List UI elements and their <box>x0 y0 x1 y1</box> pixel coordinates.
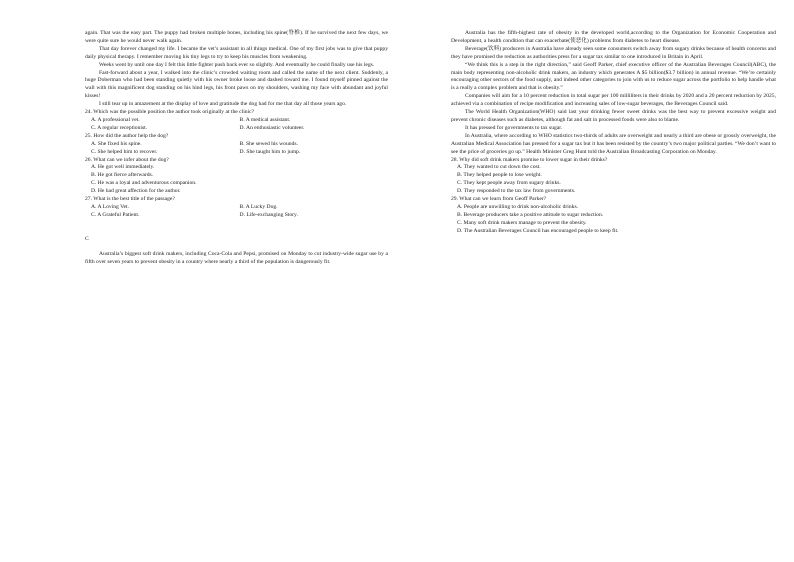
question-stem: 27. What is the best title of the passage? <box>85 196 175 203</box>
option-a: A. A Loving Vet. <box>91 203 129 210</box>
passage-paragraph: Australia has the fifth-highest rate of obesity in the developed world,according to the Organization for Economic Cooperation and Development, a health condition that can exacerbate(使恶化) problems from diabetes to heart disease. <box>451 30 776 44</box>
question-29 <box>451 196 776 236</box>
option-b: B. A medical assistant. <box>239 116 291 123</box>
question-stem: 24. Which was the possible position the author took originally at the clinic? <box>85 109 255 116</box>
passage-paragraph: I still tear up in amazement at the display of love and gratitude the dog had for me that day all those years ago. <box>99 101 347 108</box>
option-d: D. An enthusiastic volunteer. <box>239 124 305 131</box>
passage-paragraph: Weeks went by until one day I felt this little fighter push back ever so slightly. And eventually he could finally use his legs. <box>99 61 375 68</box>
question-28 <box>451 157 776 197</box>
right-column <box>451 30 776 236</box>
question-stem: 25. How did the author help the dog? <box>85 132 169 139</box>
passage-paragraph: The World Health Organization(WHO) said last year drinking fewer sweet drinks was the best way to prevent excessive weight and prevent chronic diseases such as diabetes, although fat and salt in processed foods were also to blame. <box>451 109 776 123</box>
question-24 <box>85 109 388 133</box>
option-a: A. People are unwilling to drink non-alcoholic drinks. <box>457 203 579 210</box>
option-c: C. He was a loyal and adventurous companion. <box>91 180 197 187</box>
option-d: D. She taught him to jump. <box>239 148 301 155</box>
option-b: B. She sewed his wounds. <box>239 140 298 147</box>
passage-paragraph: Beverage(饮料) producers in Australia have already seen some consumers switch away from sugary drinks because of health concerns and they have promised the reduction as authorities press for a sugar tax similar to one introduced in Britain in April. <box>451 45 776 60</box>
option-d: D. The Australian Beverages Council has encouraged people to keep fit. <box>457 227 619 234</box>
section-title: C <box>85 235 89 242</box>
passage-paragraph: In Australia, where according to WHO statistics two-thirds of adults are overweight and nearly a third are obese or grossly overweight, the Australian Medical Association has pressed for a sugar tax but it has been resisted by the country’s two major political parties. “We don’t want to see the price of groceries go up.” Health Minister Greg Hunt told the Australian Broadcasting Corporation on Monday. <box>451 132 776 155</box>
question-stem: 26. What can we infer about the dog? <box>85 156 169 163</box>
passage-paragraph: That day forever changed my life. I became the vet’s assistant in all things medical. One of my first jobs was to give that puppy daily physical therapy. I remember moving his tiny legs to try to keep his muscles from weakening. <box>85 45 388 60</box>
passage-paragraph: “We think this is a step in the right direction,” said Geoff Parker, chief executive officer of the Australian Beverages Council(ABC), the main body representing non-alcoholic drink makers, an industry which generates A $5 billion($3.7 billion) in annual revenue. “We’re certainly encouraging other sectors of the food supply, and indeed other categories to join with us to reduce sugar across the portfolio to help handle what is a really a complex problem and that is obesity.” <box>451 61 776 92</box>
option-b: B. A Lucky Dog. <box>239 203 278 210</box>
option-a: A. A professional vet. <box>91 116 140 123</box>
option-a: A. She fixed his spine. <box>91 140 142 147</box>
question-27 <box>85 196 388 220</box>
option-d: D. Life-exchanging Story. <box>239 211 298 218</box>
option-d: D. They responded to the tax law from governments. <box>457 188 576 195</box>
question-26 <box>85 157 388 197</box>
question-stem: 29. What can we learn from Geoff Parker? <box>451 196 547 203</box>
option-a: A. He got well immediately. <box>91 164 155 171</box>
passage-paragraph: It has pressed for governments to tax sugar. <box>465 124 563 131</box>
option-c: C. Many soft drink makers manage to prevent the obesity. <box>457 219 587 226</box>
left-column <box>85 30 388 267</box>
option-d: D. He had great affection for the author. <box>91 188 181 195</box>
passage-paragraph: Companies will aim for a 10 percent reduction in total sugar per 100 milliliters in their drinks by 2020 and a 20 percent reduction by 2025, achieved via a combination of recipe modification and increasing sales of low-sugar beverages, the Beverages Council said. <box>451 93 776 108</box>
passage-paragraph: Australia’s biggest soft drink makers, including Coca-Cola and Pepsi, promised on Monday to cut industry-wide sugar use by a fifth over seven years to prevent obesity in a country where nearly a third of the population is dangerously fit. <box>85 251 388 266</box>
option-c: C. A regular receptionist. <box>91 124 148 131</box>
question-stem: 28. Why did soft drink makers promise to lower sugar in their drinks? <box>451 156 608 163</box>
question-25 <box>85 133 388 157</box>
option-a: A. They wanted to cut down the cost. <box>457 164 541 171</box>
passage-paragraph: Fast-forward about a year, I walked into the clinic’s crowded waiting room and called the name of the next client. Suddenly, a huge Doberman who had been standing quietly with his owner broke loose and dashed toward me. I found myself pinned against the wall with this magnificent dog standing on his hind legs, his front paws on my shoulders, washing my face with abundant and joyful kisses! <box>85 69 388 100</box>
option-b: B. He got fierce afterwards. <box>91 172 154 179</box>
option-c: C. They kept people away from sugary drinks. <box>457 180 561 187</box>
option-b: B. Beverage producers take a positive attitude to sugar reduction. <box>457 211 604 218</box>
option-c: C. A Grateful Patient. <box>91 211 140 218</box>
option-b: B. They helped people to lose weight. <box>457 172 542 179</box>
passage-paragraph: again. That was the easy part. The puppy had broken multiple bones, including his spine(脊椎). If he survived the next few days, we were quite sure he would never walk again. <box>85 30 388 44</box>
option-c: C. She helped him to recover. <box>91 148 158 155</box>
